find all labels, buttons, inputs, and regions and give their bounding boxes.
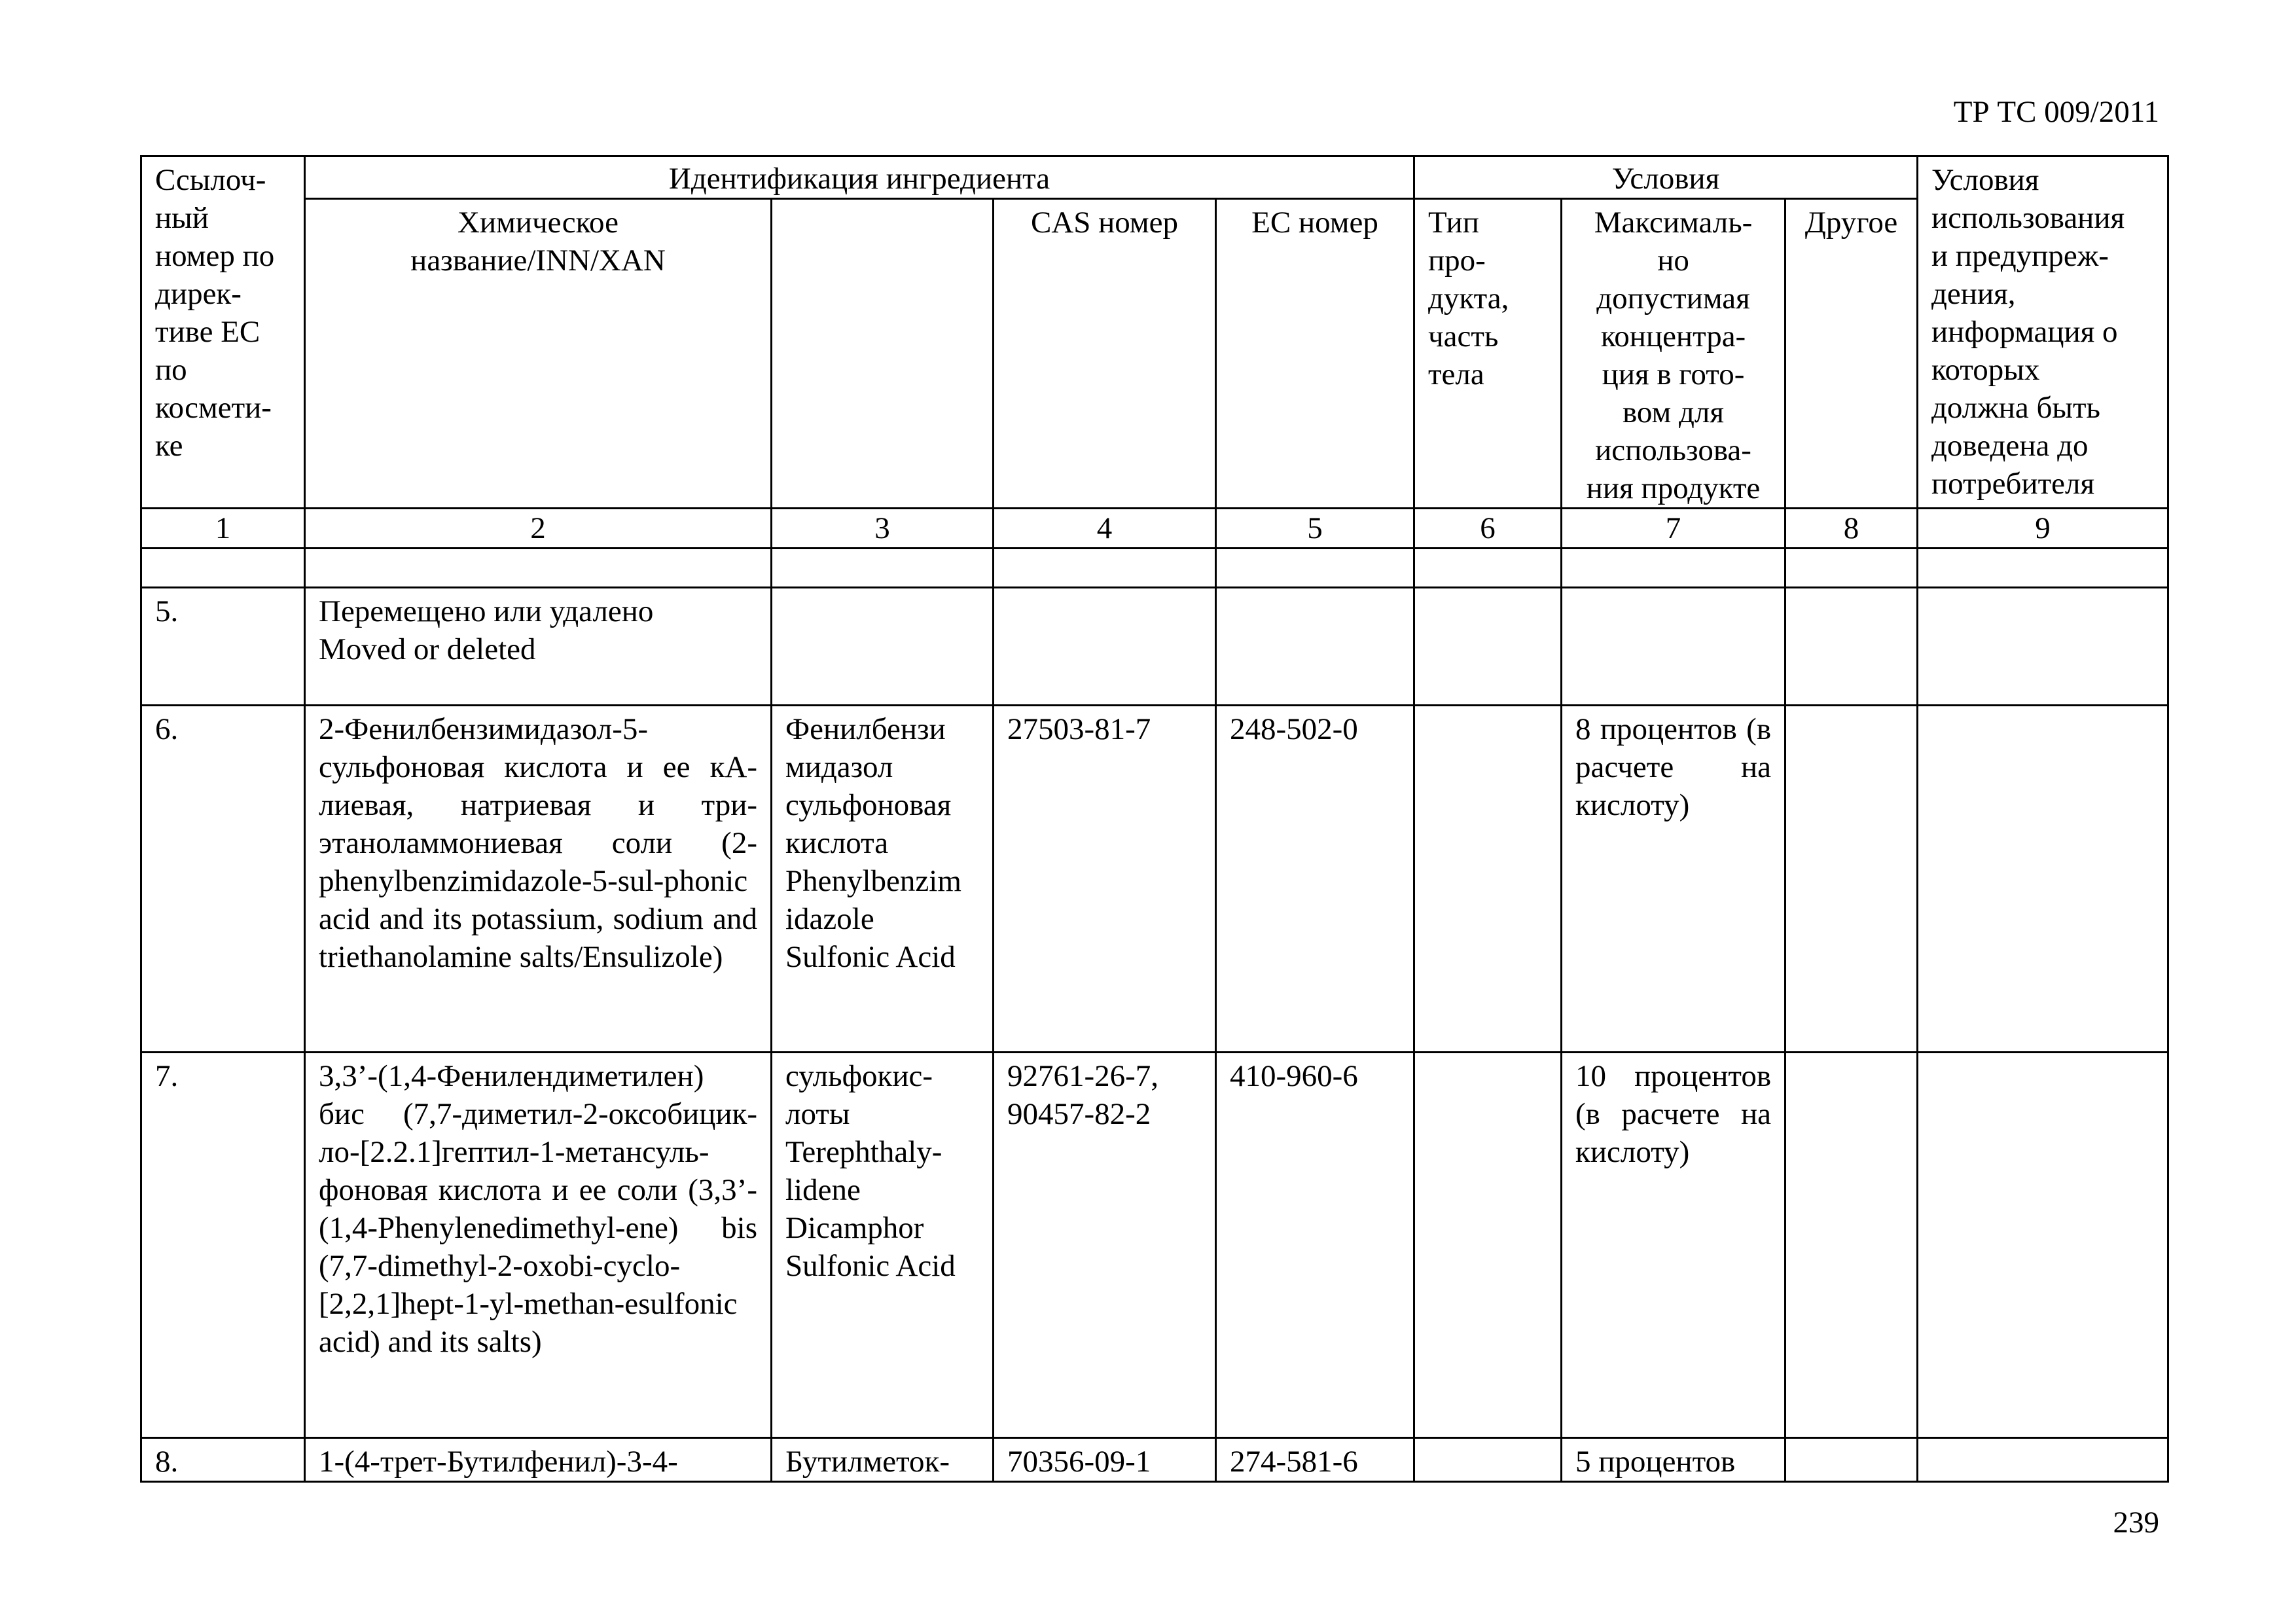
- ec-cell: [1216, 588, 1414, 706]
- other-cell: [1785, 1053, 1918, 1438]
- chemical-name-cell: Перемещено или удалено Moved or deleted: [305, 588, 772, 706]
- cas-cell: [994, 588, 1216, 706]
- table-row: [141, 1438, 2168, 1482]
- name-cell: Фенилбензи мидазол сульфоновая кислота Phenylbenzim idazole Sulfonic Acid: [772, 706, 994, 1053]
- other-cell: [1785, 706, 1918, 1053]
- ingredients-table: [140, 155, 2169, 1483]
- header-chemical-name: Химическое название/INN/XAN: [305, 199, 772, 509]
- column-number: 4: [994, 509, 1216, 549]
- column-number: 7: [1562, 509, 1785, 549]
- other-cell: [1785, 1438, 1918, 1482]
- header-cas-number: CAS номер: [994, 199, 1216, 509]
- name-cell: Бутилметок-: [772, 1438, 994, 1482]
- header-conditions: Условия: [1414, 156, 1918, 199]
- header-row-2: [141, 199, 2168, 509]
- other-cell: [1785, 588, 1918, 706]
- header-other: Другое: [1785, 199, 1918, 509]
- column-number: 8: [1785, 509, 1918, 549]
- chemical-name-cell: 2-Фенилбензимидазол-5-сульфоновая кислота и ее кА-лиевая, натриевая и три-этаноламмониевая соли (2-phenylbenzimidazole-5-sul-phonic acid and its potassium, sodium and triethanolamine salts/Ensulizole): [305, 706, 772, 1053]
- column-number: 3: [772, 509, 994, 549]
- table-row: [141, 706, 2168, 1053]
- cas-cell: 70356-09-1: [994, 1438, 1216, 1482]
- document-code: ТР ТС 009/2011: [1953, 95, 2159, 129]
- max-concentration-cell: 10 процентов (в расчете на кислоту): [1562, 1053, 1785, 1438]
- ref-number-cell: 6.: [141, 706, 305, 1053]
- header-row-1: [141, 156, 2168, 199]
- table-row: [141, 1053, 2168, 1438]
- max-concentration-cell: 5 процентов: [1562, 1438, 1785, 1482]
- max-concentration-cell: [1562, 588, 1785, 706]
- product-type-cell: [1414, 706, 1562, 1053]
- warnings-cell: [1918, 706, 2168, 1053]
- name-cell: [772, 588, 994, 706]
- header-usage-conditions: Условия использования и предупреж- дения, информация о которых должна быть доведена до потребителя: [1918, 156, 2168, 509]
- ref-number-cell: 7.: [141, 1053, 305, 1438]
- table-row: [141, 588, 2168, 706]
- ec-cell: 410-960-6: [1216, 1053, 1414, 1438]
- header-ref-number: Ссылоч- ный номер по дирек- тиве ЕС по космети- ке: [141, 156, 305, 509]
- ref-number-cell: 5.: [141, 588, 305, 706]
- column-number: 1: [141, 509, 305, 549]
- column-number: 2: [305, 509, 772, 549]
- column-number-row: [141, 509, 2168, 549]
- product-type-cell: [1414, 588, 1562, 706]
- warnings-cell: [1918, 588, 2168, 706]
- ref-number-cell: 8.: [141, 1438, 305, 1482]
- ec-cell: 248-502-0: [1216, 706, 1414, 1053]
- ec-cell: 274-581-6: [1216, 1438, 1414, 1482]
- header-product-type: Тип про- дукта, часть тела: [1414, 199, 1562, 509]
- product-type-cell: [1414, 1053, 1562, 1438]
- product-type-cell: [1414, 1438, 1562, 1482]
- warnings-cell: [1918, 1438, 2168, 1482]
- column-number: 5: [1216, 509, 1414, 549]
- empty-row: [141, 549, 2168, 588]
- header-col-3: [772, 199, 994, 509]
- column-number: 9: [1918, 509, 2168, 549]
- max-concentration-cell: 8 процентов (в расчете на кислоту): [1562, 706, 1785, 1053]
- header-ingredient-identification: Идентификация ингредиента: [305, 156, 1414, 199]
- cas-cell: 92761-26-7, 90457-82-2: [994, 1053, 1216, 1438]
- header-ec-number: ЕС номер: [1216, 199, 1414, 509]
- column-number: 6: [1414, 509, 1562, 549]
- chemical-name-cell: 3,3’-(1,4-Фенилендиметилен) бис (7,7-диметил-2-оксобицик-ло-[2.2.1]гептил-1-метансуль-фоновая кислота и ее соли (3,3’-(1,4-Phenylenedimethyl-ene) bis (7,7-dimethyl-2-oxobi-cyclo-[2,2,1]hept-1-yl-methan-esulfonic acid) and its salts): [305, 1053, 772, 1438]
- warnings-cell: [1918, 1053, 2168, 1438]
- page-number: 239: [2113, 1506, 2159, 1540]
- name-cell: сульфокис- лоты Terephthaly- lidene Dicamphor Sulfonic Acid: [772, 1053, 994, 1438]
- chemical-name-cell: 1-(4-трет-Бутилфенил)-3-4-: [305, 1438, 772, 1482]
- cas-cell: 27503-81-7: [994, 706, 1216, 1053]
- header-max-concentration: Максималь- но допустимая концентра- ция в гото- вом для использова- ния продукте: [1562, 199, 1785, 509]
